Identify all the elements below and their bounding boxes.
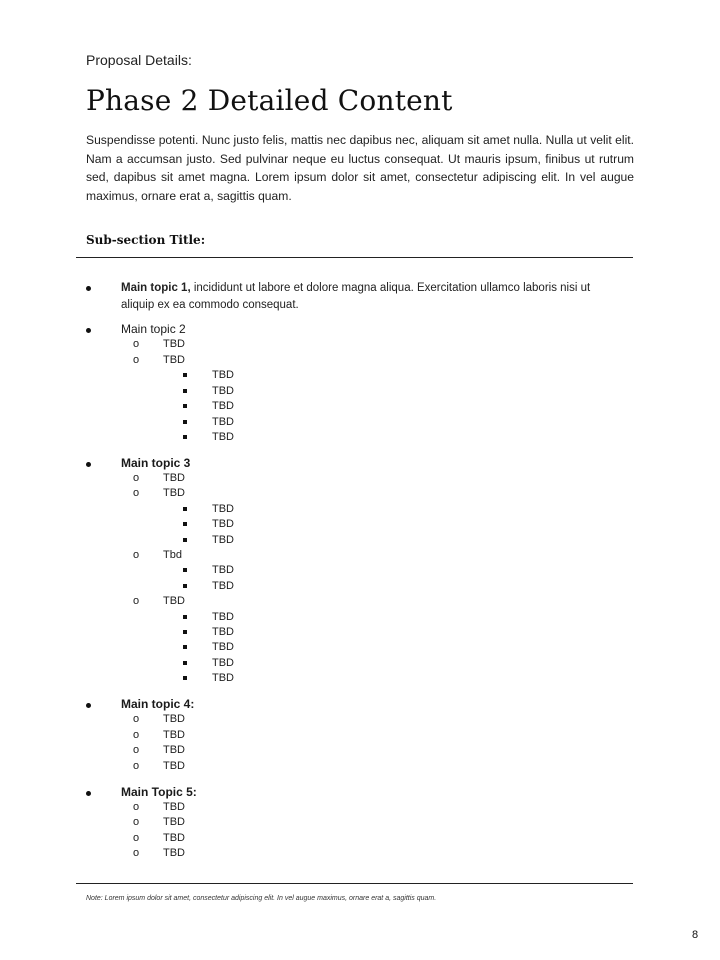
list-item-text: TBD [163, 760, 185, 772]
square-bullet-icon [183, 615, 187, 619]
list-item-text: TBD [163, 713, 185, 725]
topic-3-label: Main topic 3 [121, 456, 191, 470]
circle-bullet-icon: o [133, 801, 140, 813]
list-item-text: TBD [212, 431, 234, 443]
list-item-text: TBD [212, 534, 234, 546]
square-bullet-icon [183, 389, 187, 393]
list-item-text: TBD [212, 564, 234, 576]
list-item-text: TBD [163, 744, 185, 756]
circle-bullet-icon: o [133, 354, 140, 366]
list-item-text: TBD [212, 416, 234, 428]
eyebrow-label: Proposal Details: [86, 52, 192, 68]
list-item-text: TBD [212, 672, 234, 684]
list-item-text: TBD [212, 657, 234, 669]
circle-bullet-icon: o [133, 744, 140, 756]
circle-bullet-icon: o [133, 487, 140, 499]
intro-paragraph: Suspendisse potenti. Nunc justo felis, mattis nec dapibus nec, aliquam sit amet nulla. Nulla ut velit elit. Nam a accumsan justo. Sed pulvinar neque eu luctus consequat. Ut mauris ipsum, finibus ut rutrum sed, dapibus sit amet magna. Lorem ipsum dolor sit amet, consectetur adipiscing elit. In vel augue maximus, ornare erat a, sagittis quam. [86, 133, 634, 203]
list-item-text: TBD [163, 847, 185, 859]
list-item-text: TBD [163, 816, 185, 828]
square-bullet-icon [183, 661, 187, 665]
square-bullet-icon [183, 507, 187, 511]
square-bullet-icon [183, 538, 187, 542]
circle-bullet-icon: o [133, 760, 140, 772]
topic-5-label: Main Topic 5: [121, 785, 197, 799]
footer-note: Note: Lorem ipsum dolor sit amet, consectetur adipiscing elit. In vel augue maximus, ornare erat a, sagittis quam. [86, 895, 437, 902]
page-number: 8 [692, 929, 699, 941]
bullet-icon [86, 286, 91, 291]
list-item-text: TBD [163, 729, 185, 741]
page-title: Phase 2 Detailed Content [86, 84, 453, 117]
bullet-icon [86, 791, 91, 796]
bullet-icon [86, 703, 91, 708]
square-bullet-icon [183, 373, 187, 377]
bottom-divider [76, 883, 633, 884]
bullet-icon [86, 462, 91, 467]
list-item-text: TBD [163, 487, 185, 499]
list-item-text: TBD [212, 518, 234, 530]
list-item-text: TBD [212, 626, 234, 638]
top-divider [76, 257, 633, 258]
circle-bullet-icon: o [133, 847, 140, 859]
list-item-text: TBD [163, 595, 185, 607]
square-bullet-icon [183, 568, 187, 572]
list-item-text: TBD [212, 580, 234, 592]
square-bullet-icon [183, 522, 187, 526]
list-item-text: TBD [163, 801, 185, 813]
circle-bullet-icon: o [133, 816, 140, 828]
topic-4-label: Main topic 4: [121, 697, 195, 711]
square-bullet-icon [183, 404, 187, 408]
list-item-text: TBD [163, 832, 185, 844]
square-bullet-icon [183, 584, 187, 588]
list-item-text: TBD [212, 400, 234, 412]
square-bullet-icon [183, 630, 187, 634]
circle-bullet-icon: o [133, 832, 140, 844]
list-item-text: TBD [163, 338, 185, 350]
circle-bullet-icon: o [133, 549, 140, 561]
subsection-title: Sub-section Title: [86, 233, 206, 247]
topic-1-text [121, 280, 626, 314]
list-item-text: TBD [212, 385, 234, 397]
square-bullet-icon [183, 645, 187, 649]
list-item-text: Tbd [163, 549, 182, 561]
bullet-icon [86, 328, 91, 333]
topic-1-label: Main topic 1, [121, 282, 191, 294]
list-item-text: TBD [212, 503, 234, 515]
square-bullet-icon [183, 435, 187, 439]
list-item-text: TBD [212, 611, 234, 623]
circle-bullet-icon: o [133, 729, 140, 741]
list-item-text: TBD [212, 641, 234, 653]
list-item-text: TBD [212, 369, 234, 381]
circle-bullet-icon: o [133, 713, 140, 725]
circle-bullet-icon: o [133, 338, 140, 350]
circle-bullet-icon: o [133, 472, 140, 484]
topic-1-description: incididunt ut labore et dolore magna aliqua. Exercitation ullamco laboris nisi ut aliquip ex ea commodo consequat. [121, 282, 591, 311]
topic-2-label: Main topic 2 [121, 322, 186, 336]
square-bullet-icon [183, 420, 187, 424]
list-item-text: TBD [163, 354, 185, 366]
list-item-text: TBD [163, 472, 185, 484]
circle-bullet-icon: o [133, 595, 140, 607]
square-bullet-icon [183, 676, 187, 680]
